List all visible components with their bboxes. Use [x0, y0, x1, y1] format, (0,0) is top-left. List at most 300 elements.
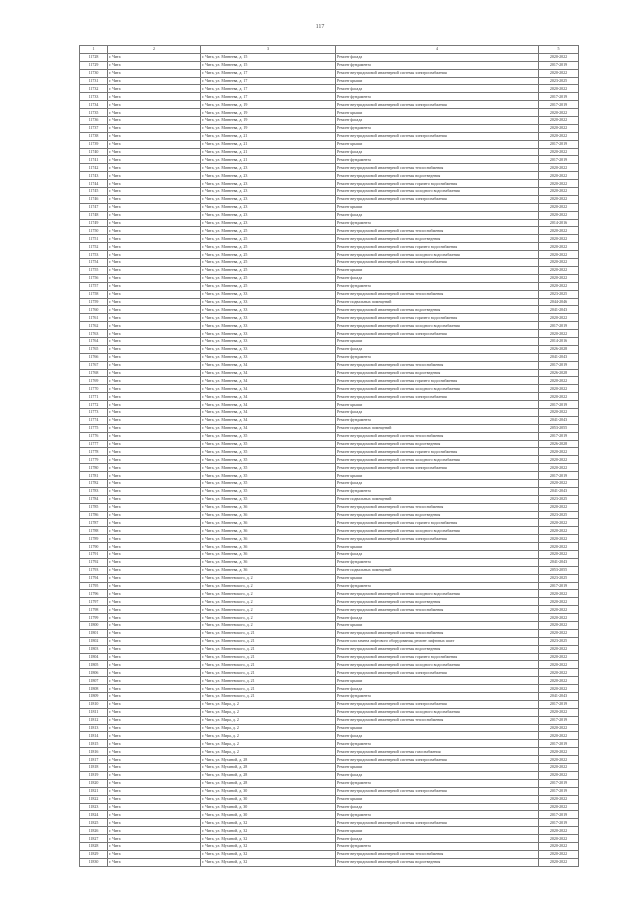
municipality-cell: г. Чита [108, 693, 201, 701]
row-number-cell: 11740 [80, 148, 108, 156]
municipality-cell: г. Чита [108, 330, 201, 338]
work-type-cell: Ремонт внутридомовой инженерной системы газоснабжения [336, 748, 539, 756]
row-number-cell: 11824 [80, 811, 108, 819]
municipality-cell: г. Чита [108, 203, 201, 211]
work-type-cell: Ремонт фасада [336, 408, 539, 416]
table-row [80, 551, 579, 559]
row-number-cell: 11792 [80, 558, 108, 566]
column-header: 3 [201, 46, 336, 54]
municipality-cell: г. Чита [108, 401, 201, 409]
row-number-cell: 11739 [80, 140, 108, 148]
row-number-cell: 11748 [80, 211, 108, 219]
period-cell: 2023-2025 [539, 574, 579, 582]
period-cell: 2020-2022 [539, 850, 579, 858]
row-number-cell: 11825 [80, 819, 108, 827]
municipality-cell: г. Чита [108, 377, 201, 385]
municipality-cell: г. Чита [108, 685, 201, 693]
municipality-cell: г. Чита [108, 172, 201, 180]
period-cell: 2020-2022 [539, 795, 579, 803]
municipality-cell: г. Чита [108, 448, 201, 456]
municipality-cell: г. Чита [108, 511, 201, 519]
row-number-cell: 11779 [80, 456, 108, 464]
address-cell: г. Чита, ул. Матвеева, д. 33 [201, 345, 336, 353]
work-type-cell: Ремонт внутридомовой инженерной системы электроснабжения [336, 819, 539, 827]
work-type-cell: Ремонт внутридомовой инженерной системы теплоснабжения [336, 227, 539, 235]
table-row [80, 685, 579, 693]
municipality-cell: г. Чита [108, 188, 201, 196]
row-number-cell: 11778 [80, 448, 108, 456]
work-type-cell: Ремонт крыши [336, 337, 539, 345]
row-number-cell: 11771 [80, 393, 108, 401]
row-number-cell: 11747 [80, 203, 108, 211]
address-cell: г. Чита, ул. Матвеевского, д. 2 [201, 614, 336, 622]
municipality-cell: г. Чита [108, 117, 201, 125]
address-cell: г. Чита, ул. Матвеева, д. 17 [201, 85, 336, 93]
period-cell: 2020-2022 [539, 858, 579, 866]
address-cell: г. Чита, ул. Матвеева, д. 34 [201, 385, 336, 393]
row-number-cell: 11815 [80, 740, 108, 748]
municipality-cell: г. Чита [108, 764, 201, 772]
row-number-cell: 11805 [80, 661, 108, 669]
period-cell: 2020-2022 [539, 685, 579, 693]
address-cell: г. Чита, ул. Матвеева, д. 36 [201, 519, 336, 527]
table-row [80, 77, 579, 85]
municipality-cell: г. Чита [108, 266, 201, 274]
municipality-cell: г. Чита [108, 109, 201, 117]
row-number-cell: 11820 [80, 779, 108, 787]
table-row [80, 756, 579, 764]
period-cell: 2020-2022 [539, 598, 579, 606]
row-number-cell: 11756 [80, 274, 108, 282]
address-cell: г. Чита, ул. Мухиной, д. 28 [201, 779, 336, 787]
work-type-cell: Ремонт внутридомовой инженерной системы электроснабжения [336, 669, 539, 677]
work-type-cell: Ремонт внутридомовой инженерной системы электроснабжения [336, 535, 539, 543]
table-row [80, 819, 579, 827]
period-cell: 2020-2022 [539, 180, 579, 188]
row-number-cell: 11807 [80, 677, 108, 685]
work-type-cell: Ремонт фундамента [336, 582, 539, 590]
municipality-cell: г. Чита [108, 101, 201, 109]
work-type-cell: Ремонт фундамента [336, 416, 539, 424]
period-cell: 2041-2043 [539, 487, 579, 495]
table-row [80, 614, 579, 622]
period-cell: 2017-2019 [539, 156, 579, 164]
work-type-cell: Ремонт внутридомовой инженерной системы теплоснабжения [336, 290, 539, 298]
period-cell: 2017-2019 [539, 779, 579, 787]
table-row [80, 243, 579, 251]
row-number-cell: 11733 [80, 93, 108, 101]
municipality-cell: г. Чита [108, 274, 201, 282]
row-number-cell: 11783 [80, 487, 108, 495]
address-cell: г. Чита, ул. Матвеева, д. 23 [201, 180, 336, 188]
row-number-cell: 11785 [80, 503, 108, 511]
address-cell: г. Чита, ул. Матвеевского, д. 2 [201, 574, 336, 582]
work-type-cell: Ремонт фундамента [336, 487, 539, 495]
table-row [80, 472, 579, 480]
period-cell: 2020-2022 [539, 842, 579, 850]
period-cell: 2020-2022 [539, 85, 579, 93]
period-cell: 2023-2025 [539, 77, 579, 85]
work-type-cell: Ремонт крыши [336, 140, 539, 148]
address-cell: г. Чита, ул. Матвеевского, д. 21 [201, 669, 336, 677]
table-row [80, 716, 579, 724]
municipality-cell: г. Чита [108, 61, 201, 69]
municipality-cell: г. Чита [108, 361, 201, 369]
period-cell: 2020-2022 [539, 124, 579, 132]
address-cell: г. Чита, ул. Мухиной, д. 30 [201, 787, 336, 795]
period-cell: 2020-2022 [539, 661, 579, 669]
work-type-cell: Ремонт фасада [336, 53, 539, 61]
address-cell: г. Чита, ул. Матвеевского, д. 21 [201, 661, 336, 669]
table-row [80, 487, 579, 495]
row-number-cell: 11829 [80, 850, 108, 858]
table-row [80, 93, 579, 101]
row-number-cell: 11764 [80, 337, 108, 345]
row-number-cell: 11752 [80, 243, 108, 251]
table-row [80, 424, 579, 432]
municipality-cell: г. Чита [108, 551, 201, 559]
work-type-cell: Ремонт внутридомовой инженерной системы теплоснабжения [336, 503, 539, 511]
work-type-cell: Ремонт крыши [336, 622, 539, 630]
municipality-cell: г. Чита [108, 527, 201, 535]
period-cell: 2020-2022 [539, 479, 579, 487]
table-row [80, 330, 579, 338]
row-number-cell: 11741 [80, 156, 108, 164]
period-cell: 2017-2019 [539, 322, 579, 330]
row-number-cell: 11762 [80, 322, 108, 330]
table-row [80, 85, 579, 93]
period-cell: 2020-2022 [539, 732, 579, 740]
table-row [80, 779, 579, 787]
table-row [80, 69, 579, 77]
column-header: 2 [108, 46, 201, 54]
work-type-cell: Ремонт внутридомовой инженерной системы водоотведения [336, 369, 539, 377]
column-header: 4 [336, 46, 539, 54]
table-row [80, 693, 579, 701]
municipality-cell: г. Чита [108, 132, 201, 140]
table-row [80, 835, 579, 843]
table-row [80, 456, 579, 464]
period-cell: 2020-2022 [539, 629, 579, 637]
municipality-cell: г. Чита [108, 472, 201, 480]
municipality-cell: г. Чита [108, 543, 201, 551]
address-cell: г. Чита, ул. Матвеева, д. 36 [201, 527, 336, 535]
municipality-cell: г. Чита [108, 227, 201, 235]
work-type-cell: Ремонт внутридомовой инженерной системы электроснабжения [336, 700, 539, 708]
table-row [80, 645, 579, 653]
municipality-cell: г. Чита [108, 850, 201, 858]
work-type-cell: Ремонт внутридомовой инженерной системы теплоснабжения [336, 432, 539, 440]
address-cell: г. Чита, ул. Матвеева, д. 17 [201, 69, 336, 77]
municipality-cell: г. Чита [108, 140, 201, 148]
municipality-cell: г. Чита [108, 369, 201, 377]
row-number-cell: 11811 [80, 708, 108, 716]
work-type-cell: Ремонт внутридомовой инженерной системы водоотведения [336, 511, 539, 519]
work-type-cell: Ремонт фасада [336, 148, 539, 156]
row-number-cell: 11806 [80, 669, 108, 677]
municipality-cell: г. Чита [108, 582, 201, 590]
municipality-cell: г. Чита [108, 598, 201, 606]
row-number-cell: 11799 [80, 614, 108, 622]
municipality-cell: г. Чита [108, 306, 201, 314]
work-type-cell: Ремонт крыши [336, 266, 539, 274]
table-row [80, 543, 579, 551]
table-row [80, 306, 579, 314]
period-cell: 2023-2025 [539, 637, 579, 645]
address-cell: г. Чита, ул. Матвеева, д. 35 [201, 479, 336, 487]
address-cell: г. Чита, ул. Матвеева, д. 33 [201, 330, 336, 338]
work-type-cell: Ремонт внутридомовой инженерной системы теплоснабжения [336, 629, 539, 637]
row-number-cell: 11796 [80, 590, 108, 598]
table-row [80, 795, 579, 803]
address-cell: г. Чита, ул. Матвеева, д. 34 [201, 377, 336, 385]
address-cell: г. Чита, ул. Матвеева, д. 17 [201, 77, 336, 85]
address-cell: г. Чита, ул. Матвеева, д. 21 [201, 156, 336, 164]
municipality-cell: г. Чита [108, 606, 201, 614]
address-cell: г. Чита, ул. Матвеева, д. 23 [201, 203, 336, 211]
table-row [80, 582, 579, 590]
address-cell: г. Чита, ул. Матвеевского, д. 21 [201, 645, 336, 653]
municipality-cell: г. Чита [108, 322, 201, 330]
table-row [80, 558, 579, 566]
work-type-cell: Ремонт фундамента [336, 779, 539, 787]
address-cell: г. Чита, ул. Матвеевского, д. 21 [201, 693, 336, 701]
municipality-cell: г. Чита [108, 385, 201, 393]
municipality-cell: г. Чита [108, 164, 201, 172]
period-cell: 2020-2022 [539, 109, 579, 117]
period-cell: 2017-2019 [539, 716, 579, 724]
table-row [80, 732, 579, 740]
work-type-cell: Ремонт фасада [336, 835, 539, 843]
municipality-cell: г. Чита [108, 345, 201, 353]
address-cell: г. Чита, ул. Мухиной, д. 30 [201, 811, 336, 819]
address-cell: г. Чита, ул. Матвеева, д. 21 [201, 148, 336, 156]
row-number-cell: 11801 [80, 629, 108, 637]
address-cell: г. Чита, ул. Матвеева, д. 33 [201, 322, 336, 330]
period-cell: 2020-2022 [539, 803, 579, 811]
period-cell: 2020-2022 [539, 748, 579, 756]
period-cell: 2020-2022 [539, 195, 579, 203]
work-type-cell: Ремонт крыши [336, 574, 539, 582]
work-type-cell: Ремонт внутридомовой инженерной системы водоотведения [336, 235, 539, 243]
period-cell: 2020-2022 [539, 259, 579, 267]
period-cell: 2020-2022 [539, 172, 579, 180]
period-cell: 2020-2022 [539, 543, 579, 551]
work-type-cell: Ремонт фасада [336, 479, 539, 487]
table-row [80, 369, 579, 377]
address-cell: г. Чита, ул. Матвеева, д. 33 [201, 306, 336, 314]
work-type-cell: Ремонт фасада [336, 85, 539, 93]
period-cell: 2023-2025 [539, 290, 579, 298]
period-cell: 2020-2022 [539, 235, 579, 243]
address-cell: г. Чита, ул. Матвеева, д. 36 [201, 566, 336, 574]
period-cell: 2053-2055 [539, 424, 579, 432]
row-number-cell: 11823 [80, 803, 108, 811]
work-type-cell: Ремонт внутридомовой инженерной системы электроснабжения [336, 393, 539, 401]
period-cell: 2020-2022 [539, 771, 579, 779]
work-type-cell: Ремонт крыши [336, 677, 539, 685]
municipality-cell: г. Чита [108, 495, 201, 503]
period-cell: 2020-2022 [539, 282, 579, 290]
address-cell: г. Чита, ул. Мира, д. 2 [201, 732, 336, 740]
period-cell: 2020-2022 [539, 53, 579, 61]
period-cell: 2020-2022 [539, 622, 579, 630]
period-cell: 2020-2022 [539, 377, 579, 385]
municipality-cell: г. Чита [108, 622, 201, 630]
address-cell: г. Чита, ул. Матвеевского, д. 21 [201, 637, 336, 645]
address-cell: г. Чита, ул. Матвеева, д. 21 [201, 140, 336, 148]
table-row [80, 322, 579, 330]
row-number-cell: 11775 [80, 424, 108, 432]
work-type-cell: Ремонт внутридомовой инженерной системы водоотведения [336, 172, 539, 180]
period-cell: 2020-2022 [539, 393, 579, 401]
municipality-cell: г. Чита [108, 211, 201, 219]
row-number-cell: 11751 [80, 235, 108, 243]
period-cell: 2041-2043 [539, 416, 579, 424]
address-cell: г. Чита, ул. Мухиной, д. 32 [201, 835, 336, 843]
address-cell: г. Чита, ул. Матвеева, д. 25 [201, 243, 336, 251]
address-cell: г. Чита, ул. Матвеевского, д. 21 [201, 677, 336, 685]
table-row [80, 771, 579, 779]
table-row [80, 385, 579, 393]
period-cell: 2017-2019 [539, 787, 579, 795]
work-type-cell: Ремонт фасада [336, 803, 539, 811]
table-row [80, 408, 579, 416]
row-number-cell: 11819 [80, 771, 108, 779]
municipality-cell: г. Чита [108, 251, 201, 259]
work-type-cell: Ремонт внутридомовой инженерной системы горячего водоснабжения [336, 243, 539, 251]
period-cell: 2017-2019 [539, 740, 579, 748]
address-cell: г. Чита, ул. Матвеева, д. 25 [201, 274, 336, 282]
municipality-cell: г. Чита [108, 464, 201, 472]
address-cell: г. Чита, ул. Матвеевского, д. 21 [201, 653, 336, 661]
municipality-cell: г. Чита [108, 219, 201, 227]
work-type-cell: Ремонт крыши [336, 724, 539, 732]
address-cell: г. Чита, ул. Матвеевского, д. 2 [201, 606, 336, 614]
period-cell: 2017-2019 [539, 700, 579, 708]
period-cell: 2041-2043 [539, 693, 579, 701]
row-number-cell: 11730 [80, 69, 108, 77]
row-number-cell: 11758 [80, 290, 108, 298]
table-row [80, 511, 579, 519]
address-cell: г. Чита, ул. Матвеева, д. 35 [201, 432, 336, 440]
address-cell: г. Чита, ул. Матвеева, д. 35 [201, 440, 336, 448]
row-number-cell: 11782 [80, 479, 108, 487]
table-row [80, 361, 579, 369]
period-cell: 2020-2022 [539, 503, 579, 511]
table-row [80, 724, 579, 732]
address-cell: г. Чита, ул. Мухиной, д. 30 [201, 795, 336, 803]
address-cell: г. Чита, ул. Матвеева, д. 35 [201, 448, 336, 456]
period-cell: 2020-2022 [539, 669, 579, 677]
address-cell: г. Чита, ул. Матвеева, д. 34 [201, 369, 336, 377]
work-type-cell: Ремонт фундамента [336, 353, 539, 361]
period-cell: 2020-2022 [539, 203, 579, 211]
address-cell: г. Чита, ул. Матвеева, д. 25 [201, 259, 336, 267]
municipality-cell: г. Чита [108, 353, 201, 361]
period-cell: 2020-2022 [539, 614, 579, 622]
row-number-cell: 11765 [80, 345, 108, 353]
period-cell: 2020-2022 [539, 756, 579, 764]
period-cell: 2020-2022 [539, 251, 579, 259]
address-cell: г. Чита, ул. Мухиной, д. 28 [201, 764, 336, 772]
row-number-cell: 11773 [80, 408, 108, 416]
address-cell: г. Чита, ул. Матвеевского, д. 21 [201, 629, 336, 637]
table-row [80, 195, 579, 203]
work-type-cell: Ремонт фасада [336, 732, 539, 740]
table-row [80, 227, 579, 235]
period-cell: 2020-2022 [539, 464, 579, 472]
table-row [80, 124, 579, 132]
table-row [80, 479, 579, 487]
work-type-cell: Ремонт или замена лифтового оборудования, ремонт лифтовых шахт [336, 637, 539, 645]
address-cell: г. Чита, ул. Матвеева, д. 34 [201, 361, 336, 369]
table-row [80, 432, 579, 440]
column-header: 1 [80, 46, 108, 54]
address-cell: г. Чита, ул. Мухиной, д. 28 [201, 771, 336, 779]
address-cell: г. Чита, ул. Мира, д. 2 [201, 700, 336, 708]
municipality-cell: г. Чита [108, 93, 201, 101]
period-cell: 2020-2022 [539, 590, 579, 598]
work-type-cell: Ремонт внутридомовой инженерной системы электроснабжения [336, 259, 539, 267]
period-cell: 2017-2019 [539, 93, 579, 101]
table-row [80, 629, 579, 637]
table-row [80, 156, 579, 164]
table-row [80, 117, 579, 125]
table-row [80, 353, 579, 361]
municipality-cell: г. Чита [108, 432, 201, 440]
address-cell: г. Чита, ул. Мира, д. 2 [201, 724, 336, 732]
period-cell: 2023-2025 [539, 511, 579, 519]
address-cell: г. Чита, ул. Матвеева, д. 35 [201, 456, 336, 464]
municipality-cell: г. Чита [108, 195, 201, 203]
municipality-cell: г. Чита [108, 566, 201, 574]
table-row [80, 180, 579, 188]
address-cell: г. Чита, ул. Матвеева, д. 34 [201, 408, 336, 416]
row-number-cell: 11742 [80, 164, 108, 172]
municipality-cell: г. Чита [108, 440, 201, 448]
address-cell: г. Чита, ул. Матвеевского, д. 2 [201, 590, 336, 598]
row-number-cell: 11789 [80, 535, 108, 543]
table-row [80, 606, 579, 614]
repair-schedule-table [79, 45, 579, 867]
period-cell: 2020-2022 [539, 677, 579, 685]
row-number-cell: 11821 [80, 787, 108, 795]
work-type-cell: Ремонт внутридомовой инженерной системы холодного водоснабжения [336, 708, 539, 716]
row-number-cell: 11788 [80, 527, 108, 535]
address-cell: г. Чита, ул. Матвеева, д. 15 [201, 53, 336, 61]
table-row [80, 535, 579, 543]
row-number-cell: 11755 [80, 266, 108, 274]
municipality-cell: г. Чита [108, 795, 201, 803]
municipality-cell: г. Чита [108, 637, 201, 645]
table-row [80, 748, 579, 756]
municipality-cell: г. Чита [108, 842, 201, 850]
work-type-cell: Ремонт фасада [336, 345, 539, 353]
municipality-cell: г. Чита [108, 77, 201, 85]
table-row [80, 574, 579, 582]
work-type-cell: Ремонт внутридомовой инженерной системы холодного водоснабжения [336, 188, 539, 196]
period-cell: 2020-2022 [539, 827, 579, 835]
table-row [80, 337, 579, 345]
period-cell: 2020-2022 [539, 69, 579, 77]
municipality-cell: г. Чита [108, 716, 201, 724]
work-type-cell: Ремонт крыши [336, 77, 539, 85]
work-type-cell: Ремонт внутридомовой инженерной системы водоотведения [336, 440, 539, 448]
table-row [80, 811, 579, 819]
work-type-cell: Ремонт фундамента [336, 156, 539, 164]
row-number-cell: 11737 [80, 124, 108, 132]
